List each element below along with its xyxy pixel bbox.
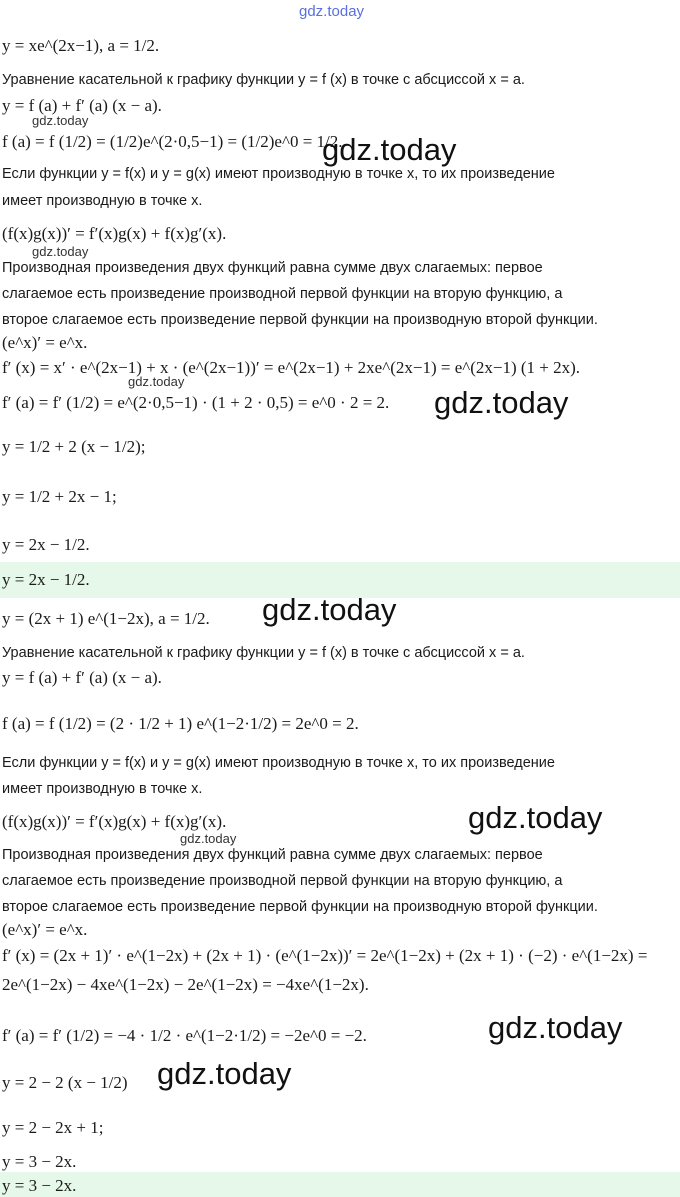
- watermark: gdz.today: [128, 374, 185, 389]
- formula-line: f′ (a) = f′ (1/2) = e^(2·0,5−1) · (1 + 2 · 0,5) = e^0 · 2 = 2.: [2, 393, 390, 412]
- watermark: gdz.today: [262, 592, 397, 627]
- formula-line: y = 2 − 2 (x − 1/2): [2, 1073, 128, 1092]
- formula-line: y = 1/2 + 2 (x − 1/2);: [2, 437, 146, 456]
- formula-line: f′ (a) = f′ (1/2) = −4 · 1/2 · e^(1−2·1/2) = −2e^0 = −2.: [2, 1026, 367, 1045]
- formula-line: (e^x)′ = e^x.: [2, 333, 88, 352]
- watermark: gdz.today: [322, 132, 457, 167]
- text-line: Производная произведения двух функций равна сумме двух слагаемых: первое: [2, 260, 543, 276]
- formula-line: y = 3 − 2x.: [2, 1152, 77, 1171]
- formula-line: 2e^(1−2x) − 4xe^(1−2x) − 2e^(1−2x) = −4xe^(1−2x).: [2, 975, 369, 994]
- text-line: Уравнение касательной к графику функции y = f (x) в точке с абсциссой x = a.: [2, 72, 525, 88]
- formula-line: (e^x)′ = e^x.: [2, 920, 88, 939]
- text-line: Если функции y = f(x) и y = g(x) имеют производную в точке x, то их произведение: [2, 166, 555, 182]
- watermark: gdz.today: [488, 1010, 623, 1045]
- text-line: слагаемое есть произведение производной первой функции на вторую функцию, а: [2, 873, 563, 889]
- text-line: имеет производную в точке x.: [2, 193, 203, 209]
- formula-line: y = f (a) + f′ (a) (x − a).: [2, 96, 162, 115]
- text-line: второе слагаемое есть произведение первой функции на производную второй функции.: [2, 312, 598, 328]
- text-line: Производная произведения двух функций равна сумме двух слагаемых: первое: [2, 847, 543, 863]
- formula-line: (f(x)g(x))′ = f′(x)g(x) + f(x)g′(x).: [2, 224, 227, 243]
- watermark: gdz.today: [434, 385, 569, 420]
- formula-line: (f(x)g(x))′ = f′(x)g(x) + f(x)g′(x).: [2, 812, 227, 831]
- watermark: gdz.today: [180, 831, 237, 846]
- watermark: gdz.today: [157, 1056, 292, 1091]
- text-line: второе слагаемое есть произведение первой функции на производную второй функции.: [2, 899, 598, 915]
- formula-line: y = 2x − 1/2.: [2, 535, 90, 554]
- formula-line: f′ (x) = x′ · e^(2x−1) + x · (e^(2x−1))′ = e^(2x−1) + 2xe^(2x−1) = e^(2x−1) (1 + 2x).: [2, 358, 581, 377]
- watermark: gdz.today: [32, 244, 89, 259]
- watermark: gdz.today: [468, 800, 603, 835]
- text-line: Если функции y = f(x) и y = g(x) имеют производную в точке x, то их произведение: [2, 755, 555, 771]
- formula-line: f (a) = f (1/2) = (2 · 1/2 + 1) e^(1−2·1/2) = 2e^0 = 2.: [2, 714, 359, 733]
- watermark: gdz.today: [299, 3, 365, 20]
- problem-statement: y = (2x + 1) e^(1−2x), a = 1/2.: [2, 609, 210, 628]
- formula-line: f (a) = f (1/2) = (1/2)e^(2·0,5−1) = (1/2)e^0 = 1/2.: [2, 132, 343, 151]
- text-line: слагаемое есть произведение производной первой функции на вторую функцию, а: [2, 286, 563, 302]
- formula-line: y = 2 − 2x + 1;: [2, 1118, 104, 1137]
- formula-line: y = 1/2 + 2x − 1;: [2, 487, 117, 506]
- text-line: Уравнение касательной к графику функции y = f (x) в точке с абсциссой x = a.: [2, 645, 525, 661]
- watermark: gdz.today: [32, 113, 89, 128]
- answer-line: y = 2x − 1/2.: [2, 570, 90, 589]
- problem-statement: y = xe^(2x−1), a = 1/2.: [2, 36, 160, 55]
- formula-line: f′ (x) = (2x + 1)′ · e^(1−2x) + (2x + 1) · (e^(1−2x))′ = 2e^(1−2x) + (2x + 1) · (−2) · e^(1−2x) =: [2, 946, 648, 965]
- answer-line: y = 3 − 2x.: [2, 1176, 77, 1195]
- text-line: имеет производную в точке x.: [2, 781, 203, 797]
- answer-highlight-2: [0, 1172, 680, 1197]
- formula-line: y = f (a) + f′ (a) (x − a).: [2, 668, 162, 687]
